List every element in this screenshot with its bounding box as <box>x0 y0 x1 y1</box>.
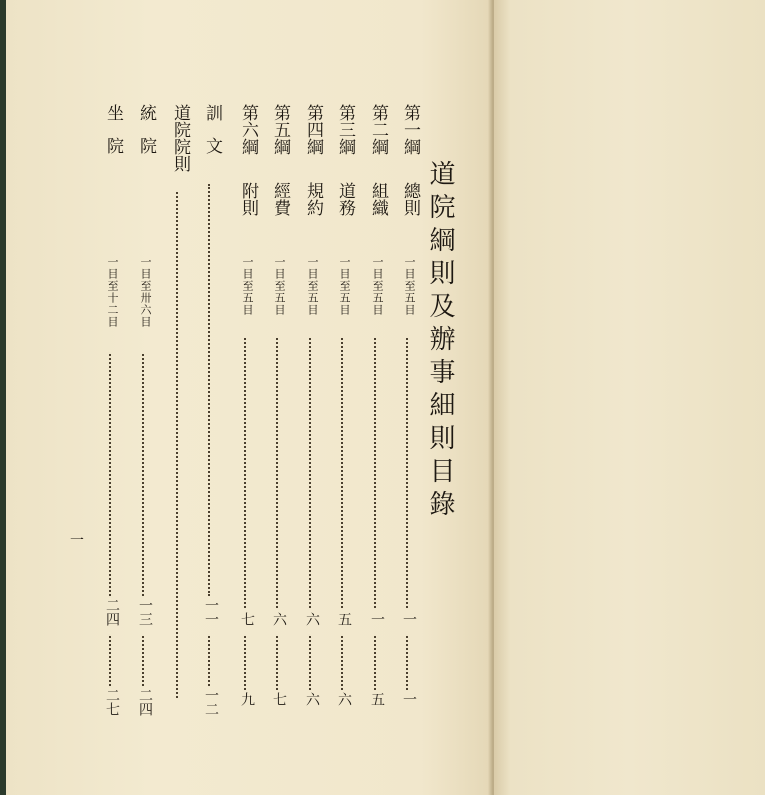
entry-10-page-start: 二四 <box>104 598 120 626</box>
entry-6-leader-2 <box>244 636 246 690</box>
entry-3-section: 第三綱 <box>335 104 355 155</box>
entry-3-range: 一目至五目 <box>338 256 351 316</box>
entry-6-page-start: 七 <box>239 612 255 626</box>
entry-5-page-end: 七 <box>271 692 287 706</box>
entry-9-leader <box>142 354 144 596</box>
entry-7-page-start: 一一 <box>203 598 219 626</box>
entry-2-page-end: 五 <box>369 692 385 706</box>
entry-7-page-end: 一二 <box>203 688 219 716</box>
entry-7-name: 訓文 <box>202 104 222 170</box>
entry-5-range: 一目至五目 <box>273 256 286 316</box>
entry-1-page-start: 一 <box>401 612 417 626</box>
entry-6-page-end: 九 <box>239 692 255 706</box>
entry-3-name: 道務 <box>335 182 355 216</box>
entry-5-name: 經費 <box>270 182 290 216</box>
entry-8-leader <box>176 192 178 698</box>
entry-2-leader <box>374 338 376 608</box>
entry-10-leader-2 <box>109 636 111 686</box>
entry-3-page-end: 六 <box>336 692 352 706</box>
entry-10-range: 一目至十二目 <box>106 256 119 328</box>
entry-10-leader <box>109 354 111 596</box>
entry-4-leader-2 <box>309 636 311 690</box>
entry-4-name: 規約 <box>303 182 323 216</box>
entry-2-page-start: 一 <box>369 612 385 626</box>
entry-3-leader-2 <box>341 636 343 690</box>
entry-5-page-start: 六 <box>271 612 287 626</box>
entry-3-leader <box>341 338 343 608</box>
entry-9-range: 一目至卅六目 <box>139 256 152 328</box>
entry-10-name: 坐院 <box>103 104 123 170</box>
entry-1-name: 總則 <box>400 182 420 216</box>
entry-9-name: 統院 <box>136 104 156 170</box>
entry-2-section: 第二綱 <box>368 104 388 155</box>
entry-5-leader <box>276 338 278 608</box>
entry-7-leader <box>208 184 210 596</box>
entry-6-leader <box>244 338 246 608</box>
entry-10-page-end: 二七 <box>104 688 120 716</box>
entry-4-section: 第四綱 <box>303 104 323 155</box>
entry-6-section: 第六綱 <box>238 104 258 155</box>
entry-9-leader-2 <box>142 636 144 686</box>
entry-4-page-start: 六 <box>304 612 320 626</box>
entry-2-leader-2 <box>374 636 376 690</box>
entry-1-leader-2 <box>406 636 408 690</box>
entry-2-name: 組織 <box>368 182 388 216</box>
entry-4-leader <box>309 338 311 608</box>
entry-7-leader-2 <box>208 636 210 686</box>
entry-3-page-start: 五 <box>336 612 352 626</box>
page-number: 一 <box>70 533 84 549</box>
entry-9-page-end: 二四 <box>137 688 153 716</box>
entry-6-range: 一目至五目 <box>241 256 254 316</box>
toc-title: 道院綱則及辦事細則目錄 <box>425 160 455 523</box>
entry-9-page-start: 一三 <box>137 598 153 626</box>
entry-1-page-end: 一 <box>401 692 417 706</box>
entry-6-name: 附則 <box>238 182 258 216</box>
entry-8-heading: 道院院則 <box>170 104 190 172</box>
entry-2-range: 一目至五目 <box>371 256 384 316</box>
entry-4-range: 一目至五目 <box>306 256 319 316</box>
entry-4-page-end: 六 <box>304 692 320 706</box>
entry-1-leader <box>406 338 408 608</box>
entry-5-leader-2 <box>276 636 278 690</box>
entry-1-section: 第一綱 <box>400 104 420 155</box>
right-page <box>494 0 765 795</box>
entry-1-range: 一目至五目 <box>403 256 416 316</box>
entry-5-section: 第五綱 <box>270 104 290 155</box>
